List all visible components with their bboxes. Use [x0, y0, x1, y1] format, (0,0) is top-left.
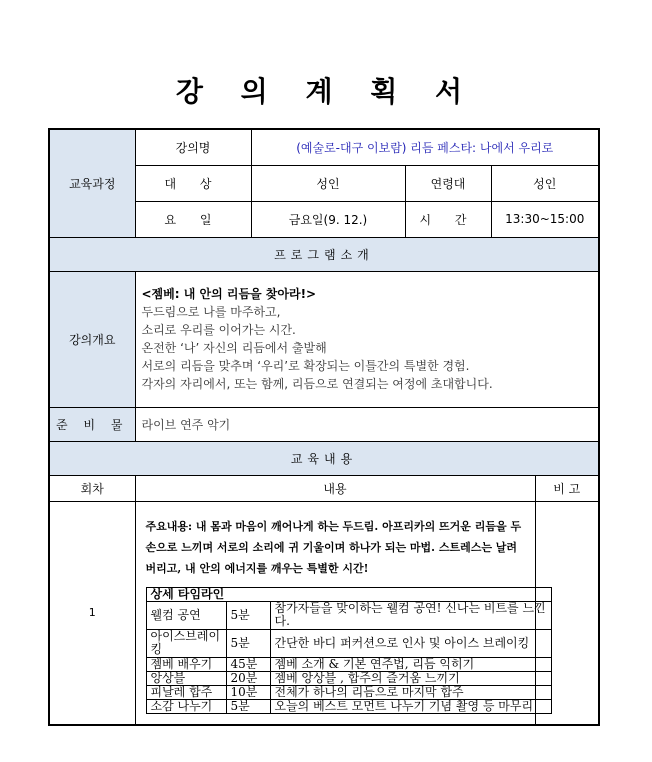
timeline-duration: 5분 [226, 699, 270, 713]
age-value: 성인 [491, 165, 599, 201]
timeline-activity: 아이스브레이킹 [146, 629, 226, 657]
timeline-desc: 전체가 하나의 리듬으로 마지막 합주 [270, 685, 551, 699]
overview-line: 두드림으로 나를 마주하고, [141, 305, 281, 319]
page-title: 강 의 계 획 서 [175, 75, 477, 108]
timeline-desc: 젬베 소개 & 기본 연주법, 리듬 익히기 [270, 657, 551, 671]
timeline-desc: 간단한 바디 퍼커션으로 인사 및 아이스 브레이킹 [270, 629, 551, 657]
overview-heading: <젬베: 내 안의 리듬을 찾아라!> [141, 287, 317, 301]
session-summary: 주요내용: 내 몸과 마음이 깨어나게 하는 두드림. 아프리카의 뜨거운 리듬을 두 손으로 느끼며 서로의 소리에 귀 기울이며 하나가 되는 마법. 스트레스는 날려버리고, 내 안의 에너지를 깨우는 특별한 시간! [145, 519, 522, 575]
timeline-table [146, 587, 552, 714]
timeline-duration: 10분 [226, 685, 270, 699]
time-value: 13:30~15:00 [491, 201, 599, 237]
lecture-name-label: 강의명 [135, 129, 251, 165]
day-value: 금요일(9. 12.) [251, 201, 405, 237]
lecture-plan-table [48, 128, 600, 726]
age-label: 연령대 [405, 165, 491, 201]
overview-line: 각자의 자리에서, 또는 함께, 리듬으로 연결되는 여정에 초대합니다. [141, 377, 493, 391]
overview-text [135, 271, 599, 407]
course-label: 교육과정 [49, 129, 135, 237]
timeline-activity: 젬베 배우기 [146, 657, 226, 671]
timeline-activity: 앙상블 [146, 671, 226, 685]
timeline-activity: 웰컴 공연 [146, 601, 226, 629]
target-value: 성인 [251, 165, 405, 201]
timeline-duration: 45분 [226, 657, 270, 671]
timeline-desc: 오늘의 베스트 모먼트 나누기 기념 촬영 등 마무리 [270, 699, 551, 713]
timeline-desc: 참가자들을 맞이하는 웰컴 공연! 신나는 비트를 느낀다. [270, 601, 551, 629]
target-label: 대 상 [135, 165, 251, 201]
col-session: 회차 [49, 475, 135, 501]
timeline-duration: 20분 [226, 671, 270, 685]
program-intro-header: 프로그램소개 [49, 237, 599, 271]
prep-label: 준 비 물 [49, 407, 135, 441]
day-label: 요 일 [135, 201, 251, 237]
timeline-desc: 젬베 앙상블 , 합주의 즐거움 느끼기 [270, 671, 551, 685]
overview-line: 온전한 ‘나’ 자신의 리듬에서 출발해 [141, 341, 327, 355]
timeline-activity: 소감 나누기 [146, 699, 226, 713]
timeline-activity: 피날레 합주 [146, 685, 226, 699]
overview-label: 강의개요 [49, 271, 135, 407]
lecture-name: (예술로-대구 이보람) 리듬 페스타: 나에서 우리로 [251, 129, 599, 165]
col-content: 내용 [135, 475, 535, 501]
prep-value: 라이브 연주 악기 [135, 407, 599, 441]
edu-content-header: 교육내용 [49, 441, 599, 475]
session-content [135, 501, 546, 725]
timeline-title: 상세 타임라인 [146, 587, 551, 601]
timeline-duration: 5분 [226, 601, 270, 629]
overview-line: 소리로 우리를 이어가는 시간. [141, 323, 296, 337]
session-number: 1 [49, 501, 135, 725]
time-label: 시 간 [405, 201, 491, 237]
col-note: 비 고 [535, 475, 599, 501]
timeline-duration: 5분 [226, 629, 270, 657]
overview-line: 서로의 리듬을 맞추며 ‘우리’로 확장되는 이틀간의 특별한 경험. [141, 359, 470, 373]
